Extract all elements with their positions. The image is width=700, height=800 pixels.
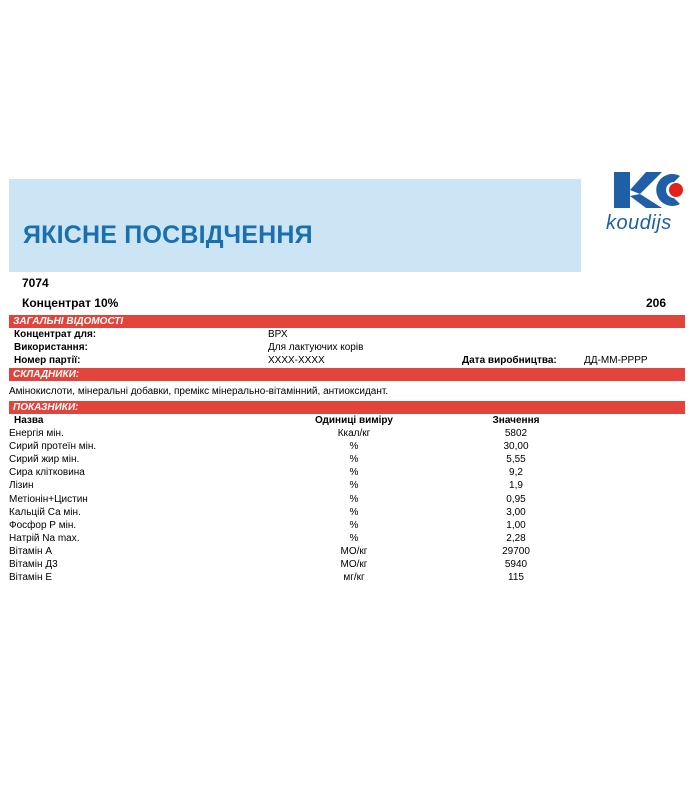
general-value: XXXX-XXXX — [268, 355, 325, 366]
composition-text: Амінокислоти, мінеральні добавки, премікс мінерально-вітамінний, антиоксидант. — [9, 386, 389, 397]
indicator-value: 115 — [508, 572, 524, 584]
indicator-unit: % — [349, 506, 359, 518]
indicator-unit: % — [349, 467, 359, 479]
production-date-label: Дата виробництва: — [462, 355, 557, 366]
indicator-unit: мг/кг — [343, 572, 365, 584]
indicator-value: 29700 — [502, 545, 530, 557]
indicator-value: 9,2 — [509, 467, 523, 479]
indicator-unit: Ккал/кг — [337, 428, 371, 439]
indicator-name: Сирий протеїн мін. — [9, 441, 97, 453]
indicator-value: 1,9 — [509, 480, 523, 492]
indicator-name: Лізин — [9, 480, 34, 492]
section-general: ЗАГАЛЬНІ ВІДОМОСТІ — [9, 315, 685, 328]
indicator-name: Кальцій Са мін. — [9, 506, 81, 518]
indicator-value: 5,55 — [506, 454, 526, 466]
general-value: Для лактуючих корів — [268, 342, 364, 353]
indicator-name: Вітамін А — [9, 545, 52, 557]
section-composition: СКЛАДНИКИ: — [9, 368, 685, 381]
indicator-value: 5802 — [504, 428, 528, 439]
logo-text: koudijs — [606, 212, 672, 234]
indicator-name: Енергія мін. — [9, 428, 64, 439]
indicator-name: Вітамін Д3 — [9, 559, 58, 570]
production-date-value: ДД-ММ-РРРР — [584, 355, 648, 366]
section-indicators: ПОКАЗНИКИ: — [9, 401, 685, 414]
column-header-unit: Одиниці виміру — [315, 415, 393, 426]
indicator-name: Сирий жир мін. — [9, 454, 80, 466]
indicator-unit: % — [349, 493, 359, 505]
product-name: Концентрат 10% — [22, 296, 119, 310]
product-code: 7074 — [22, 276, 49, 290]
indicator-unit: % — [349, 532, 359, 544]
indicator-value: 30,00 — [503, 441, 529, 453]
indicator-unit: % — [349, 441, 359, 453]
general-value: ВРХ — [268, 329, 288, 340]
indicator-name: Натрій Na max. — [9, 532, 80, 544]
document-number: 206 — [646, 296, 667, 310]
general-label: Концентрат для: — [14, 329, 97, 340]
indicator-name: Сира клітковина — [9, 467, 85, 479]
indicator-name: Фосфор Р мін. — [9, 519, 77, 531]
indicator-unit: % — [349, 480, 359, 492]
indicator-value: 5940 — [504, 559, 528, 570]
column-header-name: Назва — [14, 415, 44, 426]
indicator-name: Метіонін+Цистин — [9, 493, 88, 505]
indicator-unit: МО/кг — [340, 559, 368, 570]
general-label: Номер партії: — [14, 355, 81, 366]
indicator-unit: МО/кг — [340, 545, 368, 557]
indicator-name: Вітамін Е — [9, 572, 52, 584]
indicator-value: 0,95 — [506, 493, 526, 505]
indicator-value: 1,00 — [506, 519, 526, 531]
column-header-value: Значення — [492, 415, 540, 426]
indicator-unit: % — [349, 519, 359, 531]
general-label: Використання: — [14, 342, 88, 353]
indicator-value: 3,00 — [506, 506, 526, 518]
indicator-unit: % — [349, 454, 359, 466]
page-title: ЯКІСНЕ ПОСВІДЧЕННЯ — [23, 221, 313, 249]
indicator-value: 2,28 — [506, 532, 526, 544]
